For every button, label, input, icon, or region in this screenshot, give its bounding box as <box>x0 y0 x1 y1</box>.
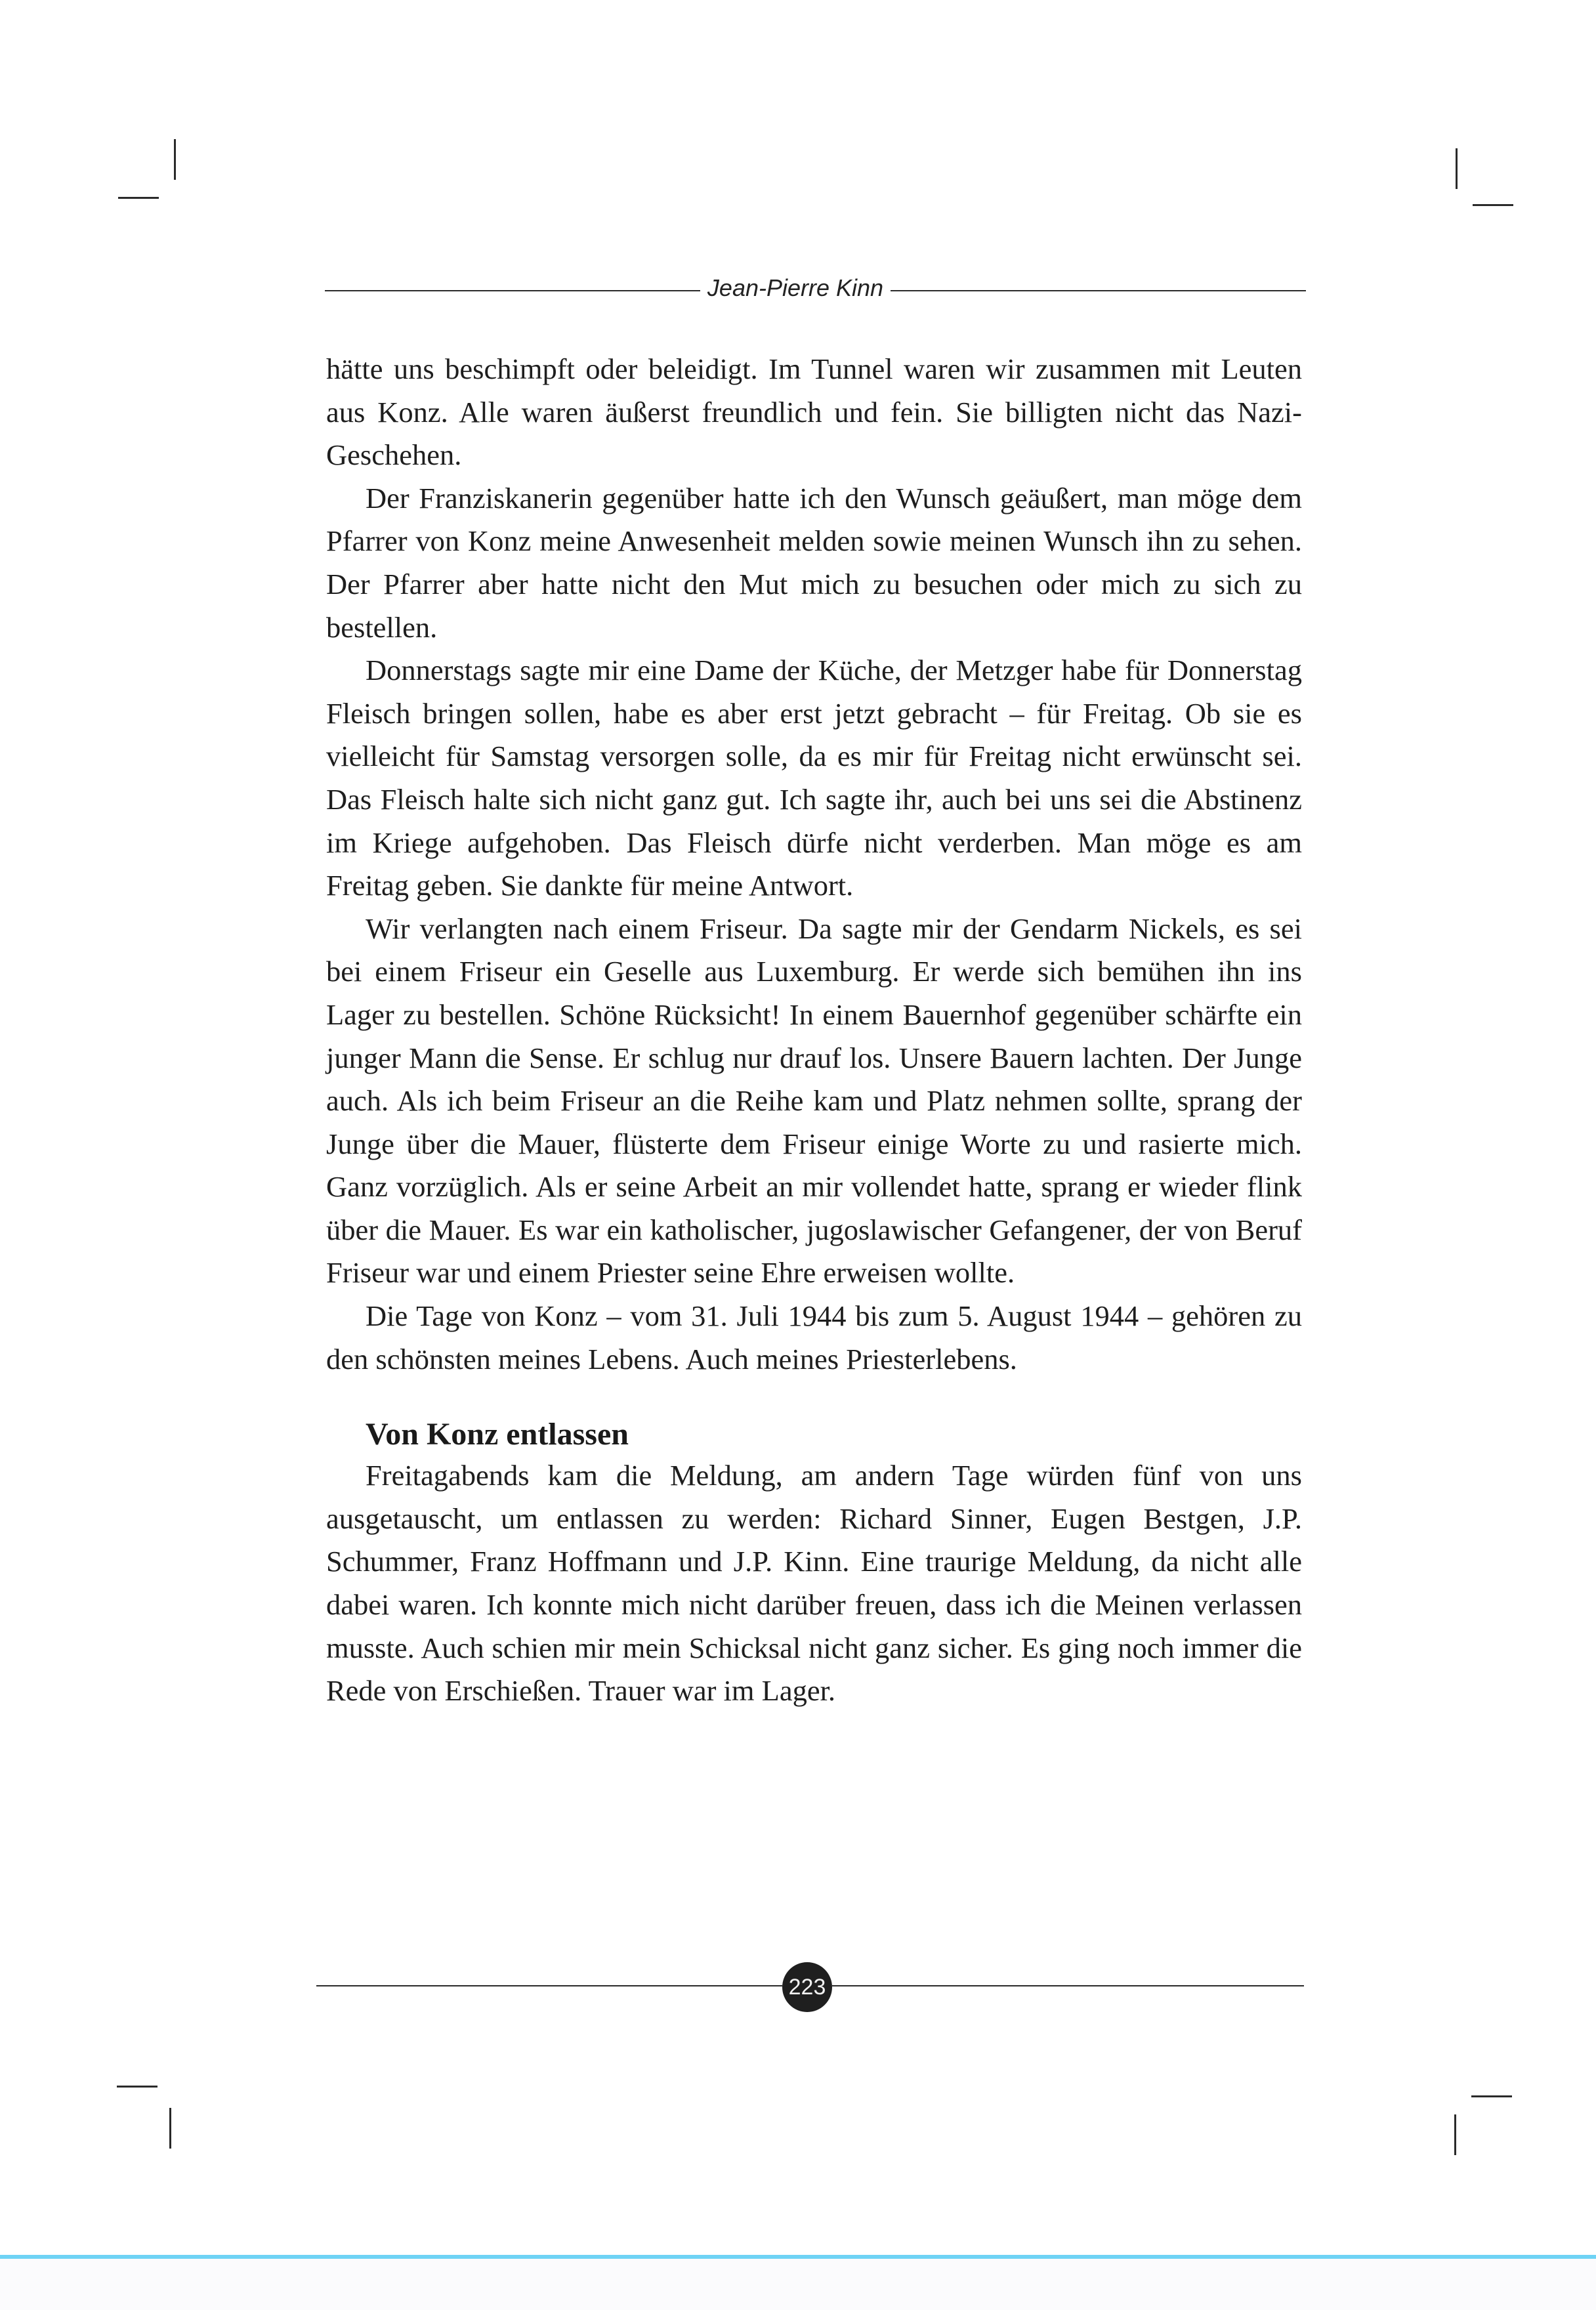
crop-mark-top-right-horizontal <box>1473 204 1513 206</box>
page-footer <box>316 1961 1304 2013</box>
running-header <box>325 270 1306 310</box>
crop-mark-bottom-left-horizontal <box>117 2086 158 2088</box>
body-text <box>326 348 1302 1713</box>
header-rule-right <box>891 290 1306 291</box>
footer-rule-left <box>316 1985 782 1986</box>
footer-rule-right <box>832 1985 1304 1986</box>
crop-mark-top-left-horizontal <box>118 197 159 199</box>
paragraph: Die Tage von Konz – vom 31. Juli 1944 bis zum 5. August 1944 – gehören zu den schönsten meines Lebens. Auch meines Priesterlebens. <box>326 1299 1302 1376</box>
crop-mark-bottom-right-horizontal <box>1471 2095 1512 2097</box>
crop-mark-top-left-vertical <box>174 139 176 180</box>
header-rule-left <box>325 290 700 291</box>
paragraph: hätte uns beschimpft oder beleidigt. Im Tunnel waren wir zusammen mit Leuten aus Konz. Alle waren äußerst freundlich und fein. Sie billigten nicht das Nazi-Geschehen. <box>326 352 1302 472</box>
running-title: Jean-Pierre Kinn <box>707 274 884 301</box>
paragraph: Donnerstags sagte mir eine Dame der Küche, der Metzger habe für Donnerstag Fleisch bringen sollen, habe es aber erst jetzt gebracht – für Freitag. Ob sie es vielleicht für Samstag versorgen solle, da es mir für Freitag nicht erwünscht sei. Das Fleisch halte sich nicht ganz gut. Ich sagte ihr, auch bei uns sei die Abstinenz im Kriege aufgehoben. Das Fleisch dürfe nicht verderben. Man möge es am Freitag geben. Sie dankte für meine Antwort. <box>326 654 1302 902</box>
paragraph: Der Franziskanerin gegenüber hatte ich den Wunsch geäußert, man möge dem Pfarrer von Konz meine Anwesenheit melden sowie meinen Wunsch ihn zu sehen. Der Pfarrer aber hatte nicht den Mut mich zu besuchen oder mich zu sich zu bestellen. <box>326 481 1302 644</box>
scan-margin <box>0 2259 1596 2310</box>
paragraph: Freitagabends kam die Meldung, am andern Tage würden fünf von uns ausgetauscht, um entlassen zu werden: Richard Sinner, Eugen Bestgen, J.P. Schummer, Franz Hoffmann und J.P. Kinn. Eine traurige Meldung, da nicht alle dabei waren. Ich konnte mich nicht darüber freuen, dass ich die Meinen verlassen musste. Auch schien mir mein Schicksal nicht ganz sicher. Es ging noch immer die Rede von Erschießen. Trauer war im Lager. <box>326 1459 1302 1708</box>
crop-mark-bottom-left-vertical <box>169 2108 171 2149</box>
crop-mark-bottom-right-vertical <box>1454 2114 1456 2155</box>
section-heading: Von Konz entlassen <box>366 1417 629 1452</box>
paragraph: Wir verlangten nach einem Friseur. Da sagte mir der Gendarm Nickels, es sei bei einem Friseur ein Geselle aus Luxemburg. Er werde sich bemühen ihn ins Lager zu bestellen. Schöne Rücksicht! In einem Bauernhof gegenüber schärfte ein junger Mann die Sense. Er schlug nur drauf los. Unsere Bauern lachten. Der Junge auch. Als ich beim Friseur an die Reihe kam und Platz nehmen sollte, sprang der Junge über die Mauer, flüsterte dem Friseur einige Worte zu und rasierte mich. Ganz vorzüglich. Als er seine Arbeit an mir vollendet hatte, sprang er wieder flink über die Mauer. Es war ein katholischer, jugoslawischer Gefangener, der von Beruf Friseur war und einem Priester seine Ehre erweisen wollte. <box>326 912 1302 1290</box>
page-number-badge: 223 <box>782 1962 832 2012</box>
crop-mark-top-right-vertical <box>1456 148 1458 189</box>
